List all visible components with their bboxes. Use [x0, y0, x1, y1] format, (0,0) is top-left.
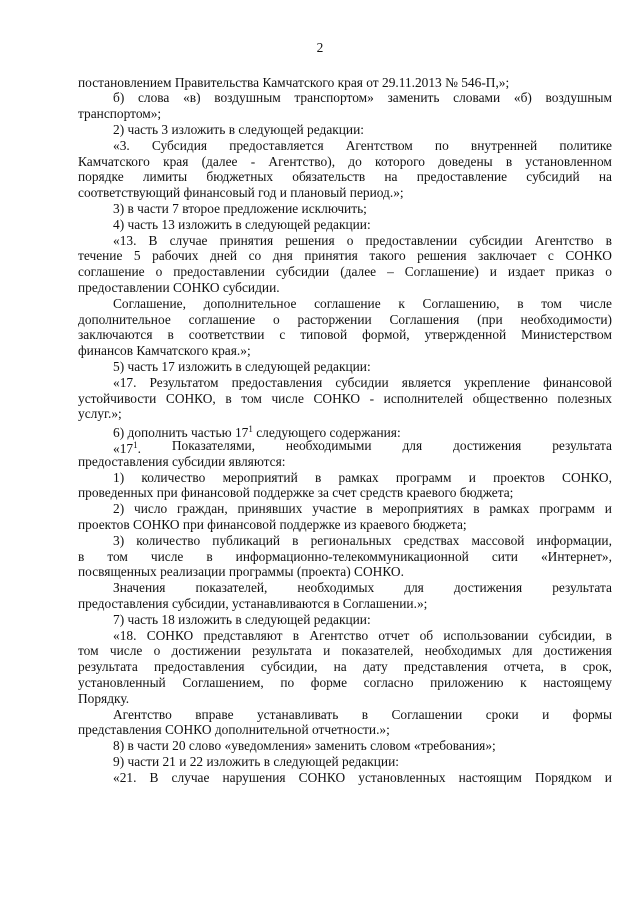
word: Камчатского — [78, 153, 150, 169]
word: числе — [579, 295, 612, 311]
word: необходимых — [424, 643, 502, 659]
word: укрепление — [464, 374, 531, 390]
word: принятия — [219, 232, 274, 248]
word-text: «17 — [113, 440, 134, 456]
word: «в) — [183, 90, 201, 106]
word: информационно-телекоммуникационной — [235, 548, 469, 564]
word: полезных — [557, 390, 612, 406]
word: в — [78, 548, 85, 564]
word: в — [560, 659, 567, 675]
word: формой, — [362, 327, 410, 343]
word: в — [361, 706, 369, 722]
word: обязательств — [292, 169, 366, 185]
word: в — [505, 153, 513, 169]
word: в — [473, 501, 480, 517]
word: в — [292, 627, 300, 643]
word: расторжении — [297, 311, 372, 327]
word: форме — [310, 674, 348, 690]
word: в — [167, 327, 174, 343]
word: - — [369, 390, 375, 406]
superscript: 1 — [248, 424, 253, 435]
text-line — [78, 154, 612, 170]
word: результата — [78, 659, 138, 675]
word: числе — [150, 548, 184, 564]
page-number: 2 — [316, 40, 324, 55]
word: и — [489, 264, 497, 280]
word: результата — [252, 643, 312, 659]
word: Агентством — [345, 137, 413, 153]
word: издает — [507, 264, 545, 280]
word: соглашение — [314, 295, 381, 311]
word: к — [398, 295, 405, 311]
word: предоставляется — [229, 137, 324, 153]
word: такого — [369, 248, 406, 264]
text-line: 8) в части 20 слово «уведомления» заменить словом «требования»; — [113, 738, 496, 754]
word: случае — [171, 769, 210, 785]
word: предоставления — [231, 374, 323, 390]
word: в — [292, 532, 299, 548]
word: воздушным — [214, 90, 281, 106]
word: Показателями, — [171, 437, 255, 453]
word: «Интернет», — [540, 548, 612, 564]
word: заключаются — [78, 327, 153, 343]
line-text: 6) дополнить частью 17 — [113, 425, 249, 441]
word: политике — [559, 137, 612, 153]
word: б) — [113, 90, 125, 106]
text-line — [78, 327, 612, 343]
word: бюджетных — [206, 169, 274, 185]
word: по — [434, 137, 449, 153]
superscript: 1 — [133, 439, 138, 450]
word: региональных — [310, 532, 392, 548]
word: «17. — [113, 374, 137, 390]
word: Соглашении — [391, 706, 463, 722]
word: показателей, — [195, 580, 268, 596]
text-line — [113, 501, 612, 517]
word: СОНКО — [565, 248, 612, 264]
word: о — [153, 643, 161, 659]
text-line: представления СОНКО дополнительной отчетности.»; — [78, 722, 390, 738]
word: течение — [78, 248, 123, 264]
word: «б) — [513, 90, 532, 106]
word: Соглашением, — [182, 674, 264, 690]
word: решения — [417, 248, 467, 264]
word: показателей, — [341, 643, 414, 659]
word: 3) — [113, 532, 125, 548]
word: приказ — [555, 264, 595, 280]
word: Агентство — [113, 706, 172, 722]
text-line — [113, 533, 612, 549]
word: устанавливать — [256, 706, 339, 722]
word: и — [468, 469, 476, 485]
word: дату — [362, 659, 388, 675]
word: о — [155, 264, 163, 280]
text-line — [113, 138, 612, 154]
text-line: Порядку. — [78, 690, 130, 706]
word: рабочих — [152, 248, 199, 264]
word: случае — [169, 232, 208, 248]
text-line: постановлением Правительства Камчатского края от 29.11.2013 № 546-П,»; — [78, 74, 510, 90]
word: предоставлении — [173, 264, 265, 280]
word: дополнительное — [78, 311, 171, 327]
word-text: . — [137, 440, 141, 456]
word: результата — [552, 437, 612, 453]
word: Соглашения — [389, 311, 460, 327]
word: Результатом — [149, 374, 219, 390]
word: В — [149, 769, 159, 785]
word: мероприятий — [222, 469, 298, 485]
word: числе — [109, 643, 143, 659]
text-line: соответствующий финансовый год и плановый период.»; — [78, 185, 404, 201]
word: предоставлении — [365, 232, 458, 248]
word: словами — [453, 90, 501, 106]
text-line — [113, 628, 612, 644]
word: настоящему — [543, 674, 612, 690]
word: достижении — [171, 643, 241, 659]
word: субсидий — [526, 169, 580, 185]
word: «3. — [113, 137, 130, 153]
word: необходимых — [297, 580, 375, 596]
word: использовании — [443, 627, 529, 643]
word: соглашение — [188, 311, 256, 327]
word: до — [348, 153, 362, 169]
text-line — [78, 391, 612, 407]
word: 1) — [113, 469, 125, 485]
text-line — [113, 233, 612, 249]
word: в — [517, 295, 524, 311]
word: Субсидия — [151, 137, 208, 153]
word: программ — [539, 501, 595, 517]
word: числе — [271, 390, 304, 406]
word: об — [419, 627, 434, 643]
word: СОНКО — [146, 627, 194, 643]
text-line: 9) части 21 и 22 изложить в следующей редакции: — [113, 753, 399, 769]
word: исполнителей — [383, 390, 464, 406]
word: достижения — [453, 580, 523, 596]
word: о — [605, 264, 612, 280]
word: воздушным — [545, 90, 612, 106]
word: Агентство), — [268, 153, 336, 169]
word: решения — [285, 232, 335, 248]
text-line — [78, 675, 612, 691]
text-line: проектов СОНКО при финансовой поддержке из краевого бюджета; — [78, 516, 467, 532]
word: для — [404, 580, 424, 596]
word: представляют — [203, 627, 283, 643]
word: сити — [491, 548, 518, 564]
word: края — [163, 153, 189, 169]
word: граждан, — [177, 501, 228, 517]
word: рамках — [338, 469, 379, 485]
word: приложению — [430, 674, 504, 690]
word: с — [279, 327, 286, 343]
word: – — [387, 264, 394, 280]
word: субсидии — [469, 232, 523, 248]
word: СОНКО, — [165, 390, 216, 406]
text-line: 4) часть 13 изложить в следующей редакции: — [113, 216, 371, 232]
word: является — [401, 374, 452, 390]
word: субсидии, — [538, 627, 596, 643]
text-line — [113, 296, 612, 312]
text-line — [78, 659, 612, 675]
word: «21. — [113, 769, 137, 785]
word: информации, — [536, 532, 612, 548]
word: которого — [375, 153, 425, 169]
text-line: 7) часть 18 изложить в следующей редакции: — [113, 611, 371, 627]
line-text: следующего содержания: — [252, 425, 401, 441]
text-line — [113, 90, 612, 106]
word: доведены — [438, 153, 493, 169]
word: Агентство — [309, 627, 369, 643]
word: (далее — [201, 153, 238, 169]
word: том — [78, 643, 99, 659]
text-line — [78, 312, 612, 328]
word: число — [133, 501, 168, 517]
text-line — [113, 375, 612, 391]
word: рамках — [489, 501, 530, 517]
text-line — [78, 264, 612, 280]
word: дня — [272, 248, 293, 264]
word: достижения — [543, 643, 612, 659]
word: Порядком — [534, 769, 592, 785]
word: том — [107, 548, 128, 564]
word: вправе — [195, 706, 234, 722]
word: срок, — [582, 659, 612, 675]
word: с — [547, 248, 554, 264]
word: внутренней — [470, 137, 538, 153]
word: в — [366, 501, 373, 517]
word: финансовой — [543, 374, 612, 390]
word: установленный — [78, 674, 166, 690]
word: том — [241, 390, 262, 406]
word: транспортом» — [294, 90, 374, 106]
text-line — [78, 549, 612, 565]
word: нарушения — [222, 769, 286, 785]
word: в — [314, 469, 322, 485]
word: на — [598, 169, 612, 185]
word: Соглашение) — [404, 264, 479, 280]
word: (далее — [340, 264, 377, 280]
word: установленном — [525, 153, 612, 169]
word: СОНКО — [313, 390, 361, 406]
word: участие — [312, 501, 357, 517]
text-line — [113, 470, 612, 486]
word: количество — [141, 469, 206, 485]
word: необходимыми — [285, 437, 372, 453]
word: предоставление — [416, 169, 508, 185]
word: (при — [477, 311, 503, 327]
word: устойчивости — [78, 390, 157, 406]
word: на — [333, 659, 347, 675]
text-line — [78, 248, 612, 264]
word: и — [604, 769, 612, 785]
word: и — [542, 706, 550, 722]
word: настоящим — [458, 769, 522, 785]
text-line: 5) часть 17 изложить в следующей редакции: — [113, 358, 371, 374]
word: проектов — [493, 469, 545, 485]
word: Соглашение, — [113, 295, 186, 311]
word: Значения — [113, 580, 166, 596]
word: соглашение — [78, 264, 145, 280]
word: соответствии — [188, 327, 265, 343]
word: порядке — [78, 169, 124, 185]
word: для — [402, 437, 423, 453]
word: - — [250, 153, 256, 169]
word: СОНКО, — [562, 469, 612, 485]
word: дней — [209, 248, 238, 264]
word: результата — [552, 580, 612, 596]
text-line: 2) часть 3 изложить в следующей редакции: — [113, 121, 364, 137]
word: 2) — [113, 501, 125, 517]
word: для — [512, 643, 533, 659]
word: о — [273, 311, 280, 327]
text-line — [78, 169, 612, 185]
word: сроки — [485, 706, 519, 722]
word: мероприятиях — [382, 501, 464, 517]
text-line: проведенных при финансовой поддержке за счет средств краевого бюджета; — [78, 485, 514, 501]
word: принявших — [237, 501, 303, 517]
word: принятия — [304, 248, 358, 264]
word: формы — [572, 706, 612, 722]
word: Агентство — [534, 232, 594, 248]
word: в — [225, 390, 232, 406]
word: «18. — [113, 627, 137, 643]
word: лимиты — [142, 169, 188, 185]
word: представления — [403, 659, 488, 675]
word: в — [605, 232, 612, 248]
word: согласно — [363, 674, 414, 690]
text-line: услуг.»; — [78, 406, 122, 422]
word: В — [148, 232, 158, 248]
word: на — [384, 169, 398, 185]
word: установленных — [358, 769, 446, 785]
word: СОНКО — [298, 769, 346, 785]
word: 5 — [133, 248, 141, 264]
word: достижения — [453, 437, 522, 453]
word: в — [206, 548, 213, 564]
text-line — [113, 707, 612, 723]
word: Соглашению, — [422, 295, 500, 311]
word: и — [604, 501, 612, 517]
word: отчета, — [503, 659, 545, 675]
text-line: финансов Камчатского края.»; — [78, 343, 251, 359]
text-line: предоставления субсидии являются: — [78, 453, 286, 469]
word: субсидии, — [260, 659, 318, 675]
word: о — [346, 232, 354, 248]
word: массовой — [471, 532, 525, 548]
word: типовой — [300, 327, 348, 343]
word: дополнительное — [203, 295, 297, 311]
word: программ — [395, 469, 452, 485]
word: необходимости) — [520, 311, 612, 327]
text-line: предоставлении СОНКО субсидии. — [78, 279, 280, 295]
text-line — [113, 770, 612, 786]
word: слова — [137, 90, 170, 106]
word: публикаций — [212, 532, 281, 548]
text-line: транспортом»; — [78, 106, 162, 122]
word: количество — [136, 532, 201, 548]
word: в — [605, 627, 612, 643]
text-line: посвященных реализации программы (проекта) СОНКО. — [78, 564, 404, 580]
word: средствах — [403, 532, 460, 548]
word: по — [280, 674, 295, 690]
word: отчет — [378, 627, 410, 643]
word: к — [520, 674, 527, 690]
word: том — [541, 295, 562, 311]
word: «13. — [113, 232, 137, 248]
word: предоставления — [153, 659, 245, 675]
text-line — [113, 580, 612, 596]
word: заменить — [387, 90, 440, 106]
word: заключает — [478, 248, 537, 264]
word: Министерством — [521, 327, 612, 343]
word: субсидии — [335, 374, 389, 390]
word: утвержденной — [424, 327, 507, 343]
text-line — [78, 643, 612, 659]
word: субсидии — [275, 264, 330, 280]
word: и — [323, 643, 331, 659]
word: со — [248, 248, 262, 264]
text-line: предоставления субсидии, устанавливаются в Соглашении.»; — [78, 595, 428, 611]
word: общественно — [472, 390, 548, 406]
text-line: 3) в части 7 второе предложение исключить; — [113, 200, 367, 216]
